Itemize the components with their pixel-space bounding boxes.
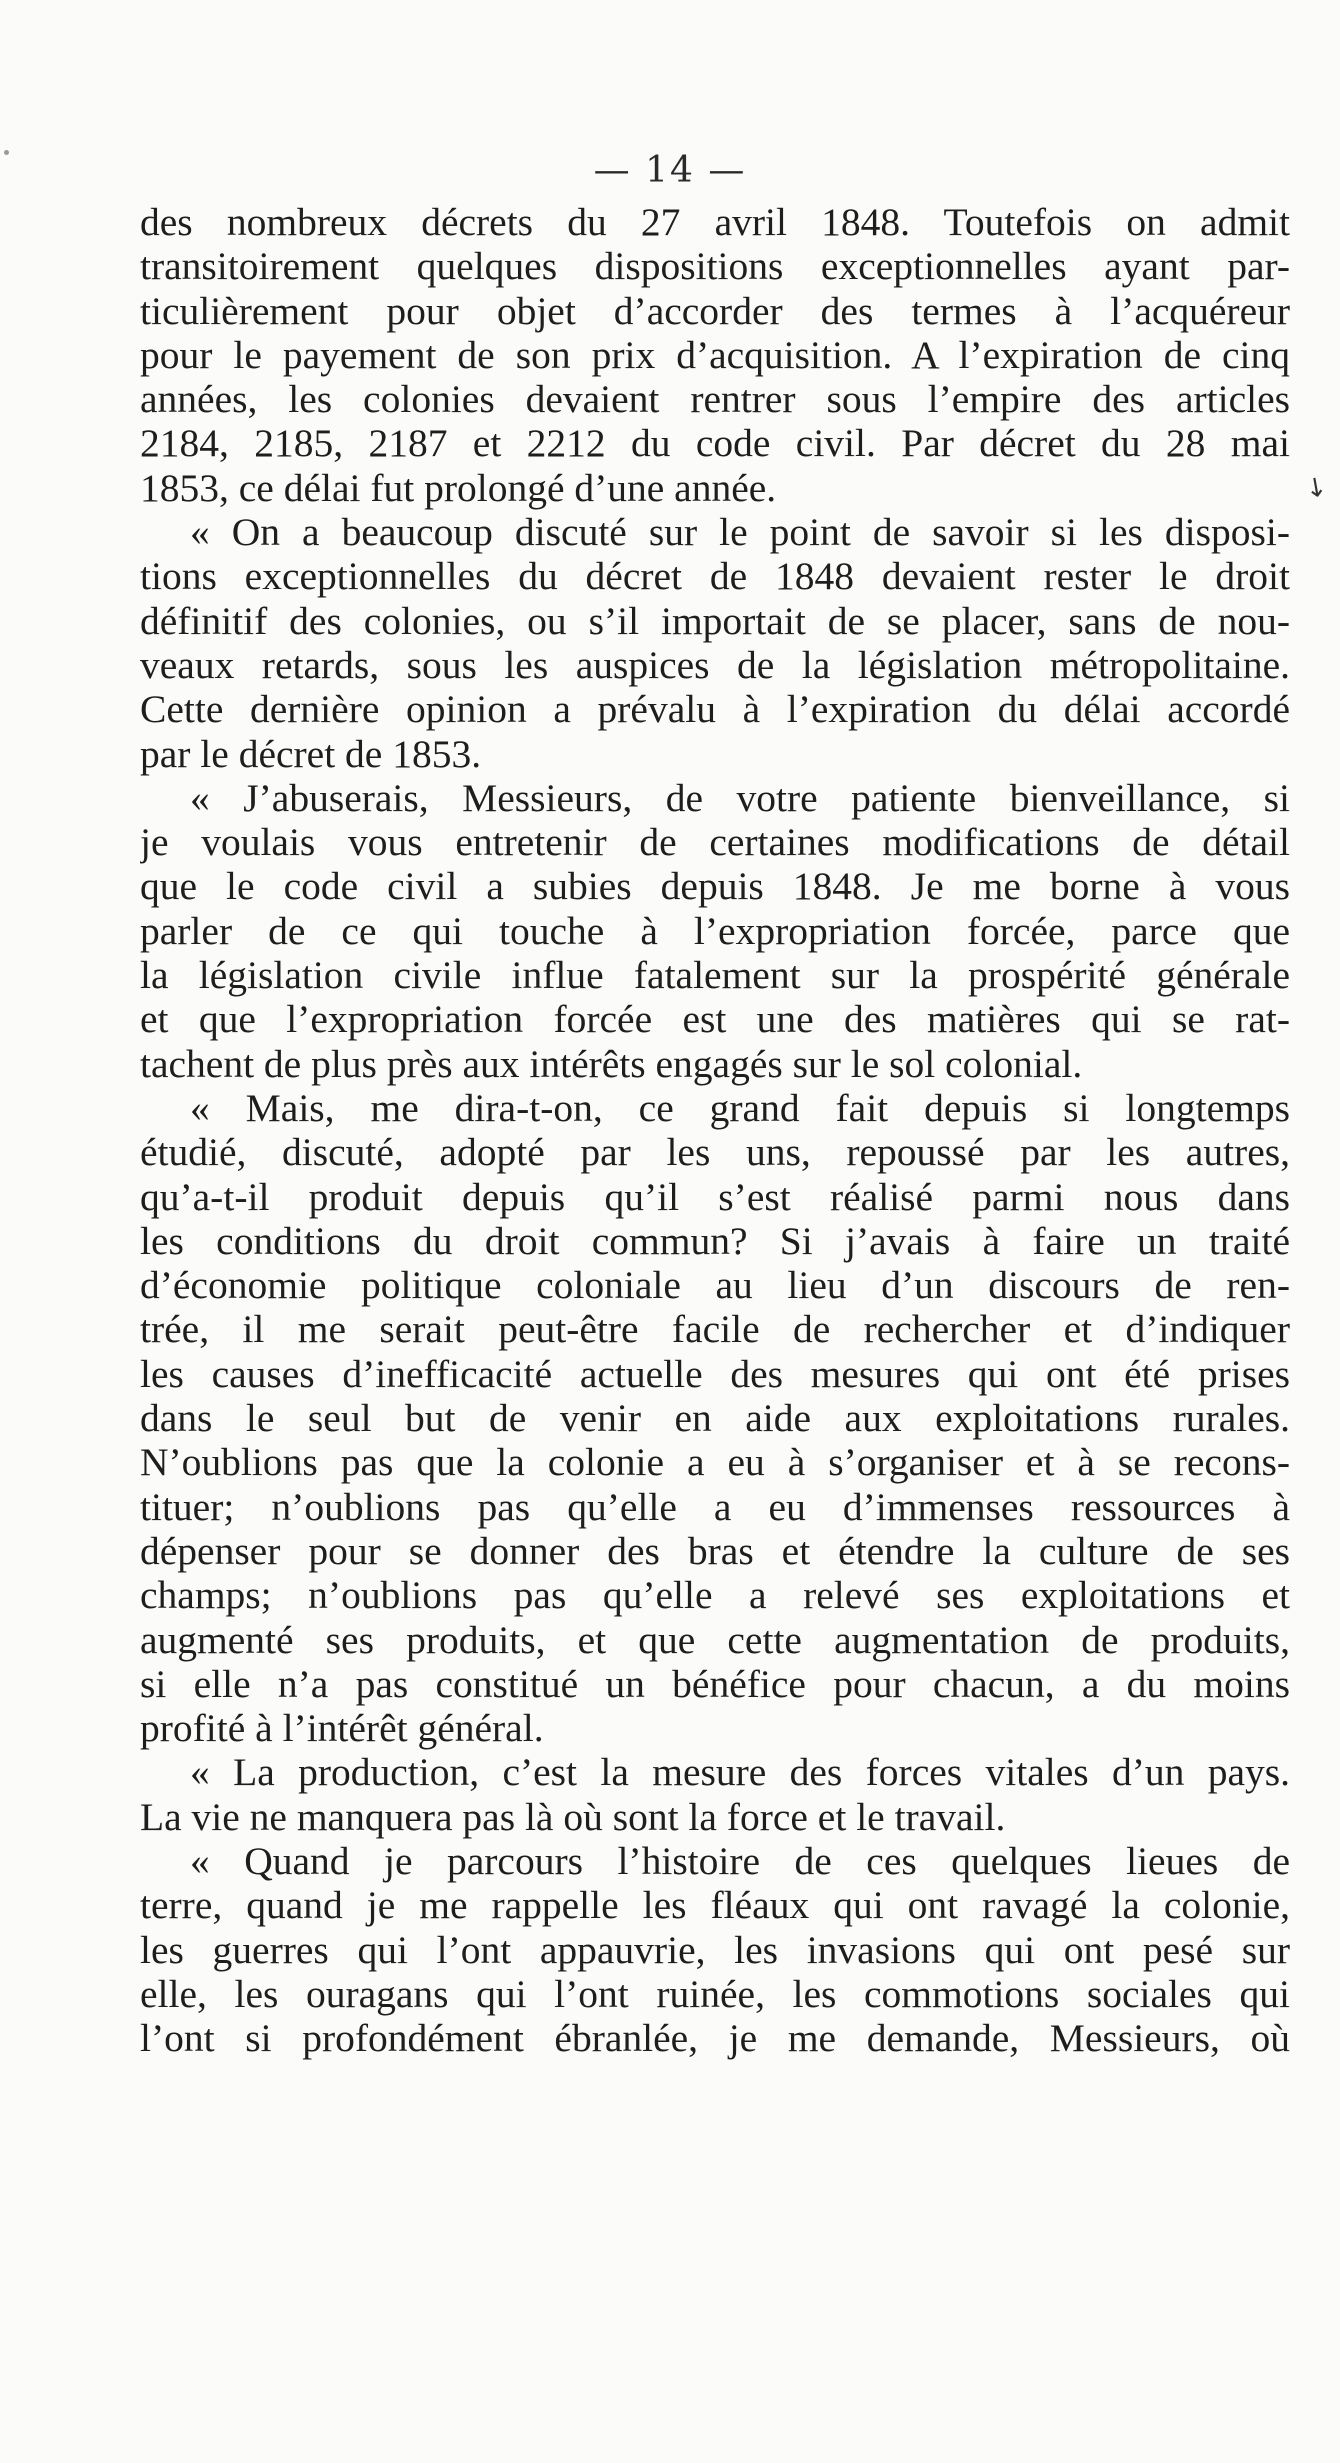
text-line: les guerres qui l’ont appauvrie, les invasions qui ont pesé sur <box>140 1927 1290 1972</box>
text-line: les causes d’inefficacité actuelle des mesures qui ont été prises <box>140 1351 1290 1396</box>
text-line: 1853, ce délai fut prolongé d’une année. <box>140 465 777 510</box>
text-line: trée, il me serait peut-être facile de rechercher et d’indiquer <box>140 1307 1290 1352</box>
text-line: qu’a-t-il produit depuis qu’il s’est réalisé parmi nous dans <box>140 1174 1290 1219</box>
text-line: d’économie politique coloniale au lieu d’un discours de ren- <box>140 1263 1290 1308</box>
text-line: 2184, 2185, 2187 et 2212 du code civil. Par décret du 28 mai <box>140 421 1290 466</box>
text-line: tituer; n’oublions pas qu’elle a eu d’immenses ressources à <box>140 1484 1290 1529</box>
body-text <box>140 200 1290 2060</box>
text-line: étudié, discuté, adopté par les uns, repoussé par les autres, <box>140 1130 1290 1175</box>
text-line: dépenser pour se donner des bras et étendre la culture de ses <box>140 1528 1290 1573</box>
text-line: « J’abuserais, Messieurs, de votre patiente bienveillance, si <box>190 775 1290 820</box>
text-line: je voulais vous entretenir de certaines modifications de détail <box>140 820 1290 865</box>
text-line: années, les colonies devaient rentrer sous l’empire des articles <box>140 377 1290 422</box>
text-line: tachent de plus près aux intérêts engagés sur le sol colonial. <box>140 1041 1083 1086</box>
text-line: Cette dernière opinion a prévalu à l’expiration du délai accordé <box>140 687 1290 732</box>
text-line: tions exceptionnelles du décret de 1848 devaient rester le droit <box>140 554 1290 599</box>
text-line: parler de ce qui touche à l’expropriation forcée, parce que <box>140 908 1290 953</box>
margin-mark-icon: ↘ <box>1298 468 1334 506</box>
text-line: ticulièrement pour objet d’accorder des termes à l’acquéreur <box>140 288 1290 333</box>
text-line: champs; n’oublions pas qu’elle a relevé ses exploitations et <box>140 1573 1290 1618</box>
text-line: si elle n’a pas constitué un bénéfice pour chacun, a du moins <box>140 1661 1290 1706</box>
text-line: profité à l’intérêt général. <box>140 1706 544 1751</box>
text-line: définitif des colonies, ou s’il importait de se placer, sans de nou- <box>140 598 1290 643</box>
text-line: « On a beaucoup discuté sur le point de savoir si les disposi- <box>190 510 1290 555</box>
page-number: — 14 — <box>593 150 747 191</box>
text-line: augmenté ses produits, et que cette augmentation de produits, <box>140 1617 1290 1662</box>
text-line: N’oublions pas que la colonie a eu à s’organiser et à se recons- <box>140 1440 1290 1485</box>
text-line: la législation civile influe fatalement sur la prospérité générale <box>140 953 1290 998</box>
text-line: dans le seul but de venir en aide aux exploitations rurales. <box>140 1396 1290 1441</box>
text-line: pour le payement de son prix d’acquisition. A l’expiration de cinq <box>140 332 1290 377</box>
text-line: et que l’expropriation forcée est une des matières qui se rat- <box>140 997 1290 1042</box>
text-line: par le décret de 1853. <box>140 731 482 776</box>
text-line: veaux retards, sous les auspices de la législation métropolitaine. <box>140 642 1290 687</box>
text-line: « Quand je parcours l’histoire de ces quelques lieues de <box>190 1838 1290 1883</box>
text-line: que le code civil a subies depuis 1848. Je me borne à vous <box>140 864 1290 909</box>
text-line: « Mais, me dira-t-on, ce grand fait depuis si longtemps <box>190 1085 1290 1130</box>
text-line: les conditions du droit commun? Si j’avais à faire un traité <box>140 1218 1290 1263</box>
text-line: La vie ne manquera pas là où sont la force et le travail. <box>140 1794 1006 1839</box>
text-line: terre, quand je me rappelle les fléaux qui ont ravagé la colonie, <box>140 1883 1290 1928</box>
text-line: l’ont si profondément ébranlée, je me demande, Messieurs, où <box>140 2016 1290 2061</box>
text-line: des nombreux décrets du 27 avril 1848. Toutefois on admit <box>140 200 1290 244</box>
text-line: « La production, c’est la mesure des forces vitales d’un pays. <box>190 1750 1290 1795</box>
text-line: transitoirement quelques dispositions exceptionnelles ayant par- <box>140 244 1290 289</box>
text-line: elle, les ouragans qui l’ont ruinée, les commotions sociales qui <box>140 1971 1290 2016</box>
